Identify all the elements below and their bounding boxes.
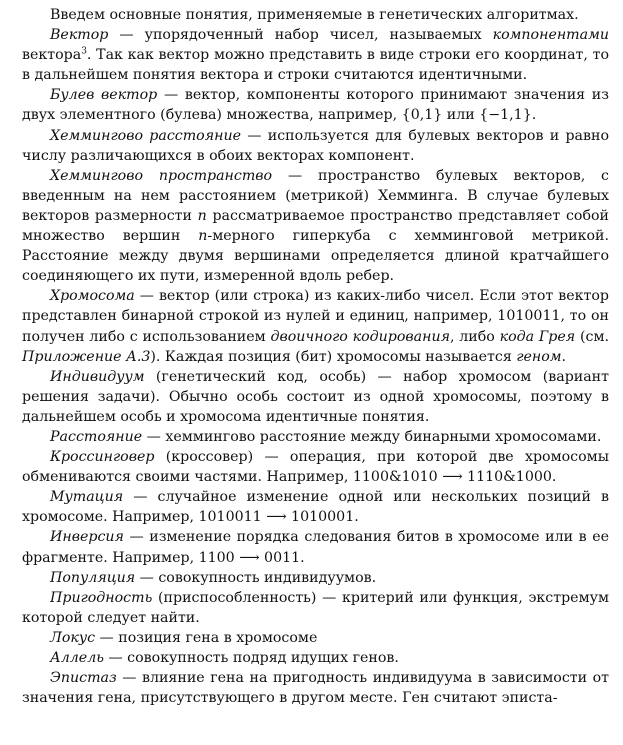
paragraph — [22, 487, 609, 527]
paragraph — [22, 5, 609, 25]
italic-term: Популяция — [50, 569, 136, 586]
paragraph — [22, 588, 609, 628]
text-run: вектора — [22, 47, 82, 64]
paragraph — [22, 447, 609, 487]
italic-term: Кроссинговер — [50, 449, 155, 466]
paragraph — [22, 166, 609, 287]
text-run: — влияние гена на пригодность индивидуума в зависимости от значения гена, присутствующего в другом месте. Ген считают эписта- — [22, 670, 609, 707]
text-run: — случайное изменение одной или нескольких позиций в хромосоме. Например, 1010011 ⟶ 1010001. — [22, 489, 609, 526]
text-run: (кроссовер) — операция, при которой две хромосомы обмениваются своими частями. Например, 1100&1010 ⟶ 1110&1000. — [22, 449, 609, 486]
text-run: (приспособленность) — критерий или функция, экстремум которой следует найти. — [22, 589, 609, 626]
paragraph — [22, 427, 609, 447]
italic-term: двоичного кодирования — [270, 328, 450, 345]
text-run: -мерного гиперкуба с хемминговой метрикой. Расстояние между двумя вершинами определяется длиной кратчайшего соединяющего их пути, измеренной вдоль ребер. — [22, 228, 609, 285]
paragraph — [22, 126, 609, 166]
italic-term: Хеммингово пространство — [50, 167, 273, 184]
italic-term: геном — [516, 348, 562, 365]
paragraph — [22, 527, 609, 567]
italic-term: Индивидуум — [50, 368, 145, 385]
text-run: (см. — [575, 328, 609, 345]
paragraph — [22, 628, 609, 648]
italic-term: Приложение А.3 — [22, 348, 151, 365]
paragraph — [22, 367, 609, 427]
italic-term: Пригодность — [50, 589, 153, 606]
text-run: ). Каждая позиция (бит) хромосомы называется — [150, 348, 517, 365]
italic-term: Эпистаз — [50, 670, 117, 687]
text-run: — упорядоченный набор чисел, называемых — [108, 27, 493, 44]
italic-term: кода Грея — [499, 328, 576, 345]
text-run: — вектор, компоненты которого принимают значения из двух элементного (булева) множества, например, {0,1} или {−1,1}. — [22, 87, 609, 124]
text-run: — совокупность подряд идущих генов. — [103, 650, 399, 666]
text-run: — позиция гена в хромосоме — [95, 629, 318, 646]
italic-term: n — [197, 207, 207, 224]
text-run: — изменение порядка следования битов в хромосоме или в ее фрагменте. Например, 1100 ⟶ 0011. — [22, 529, 609, 566]
paragraph — [22, 648, 609, 668]
text-run: — хеммингово расстояние между бинарными хромосомами. — [142, 428, 602, 445]
italic-term: Хеммингово расстояние — [50, 127, 241, 144]
italic-term: Локус — [50, 629, 96, 646]
paragraph — [22, 568, 609, 588]
text-run: (генетический код, особь) — набор хромосом (вариант решения задачи). Обычно особь состоит из одной хромосомы, поэтому в дальнейшем особь и хромосома идентичные понятия. — [22, 368, 609, 425]
italic-term: Хромосома — [50, 288, 135, 305]
text-run: — совокупность индивидуумов. — [135, 569, 377, 586]
text-run: Введем основные понятия, применяемые в генетических алгоритмах. — [50, 7, 579, 23]
italic-term: Вектор — [50, 27, 109, 44]
italic-term: Мутация — [50, 489, 124, 506]
text-run: , либо — [449, 328, 500, 345]
text-run: — используется для булевых векторов и равно числу различающихся в обоих векторах компонент. — [22, 127, 609, 164]
document-body — [22, 5, 609, 708]
italic-term: Расстояние — [50, 428, 143, 445]
paragraph — [22, 668, 609, 708]
paragraph — [22, 85, 609, 125]
text-run: . Так как вектор можно представить в виде строки его координат, то в дальнейшем понятия вектора и строки считаются идентичными. — [22, 47, 609, 84]
italic-term: Аллель — [50, 650, 104, 666]
text-run: — вектор (или строка) из каких-либо чисел. Если этот вектор представлен бинарной строкой из нулей и единиц, например, 1010011, то он получен либо с использованием — [22, 288, 609, 345]
italic-term: компонентами — [492, 27, 609, 44]
italic-term: n — [198, 228, 208, 245]
italic-term: Инверсия — [50, 529, 124, 546]
text-run: рассматриваемое пространство представляет собой множество вершин — [22, 207, 609, 245]
text-run: — пространство булевых векторов, с введенным на нем расстоянием (метрикой) Хемминга. В случае булевых векторов размерности — [22, 167, 609, 224]
paragraph — [22, 25, 609, 85]
paragraph — [22, 286, 609, 366]
text-run: . — [561, 348, 567, 365]
footnote-marker: 3 — [81, 46, 87, 57]
italic-term: Булев вектор — [50, 87, 158, 104]
